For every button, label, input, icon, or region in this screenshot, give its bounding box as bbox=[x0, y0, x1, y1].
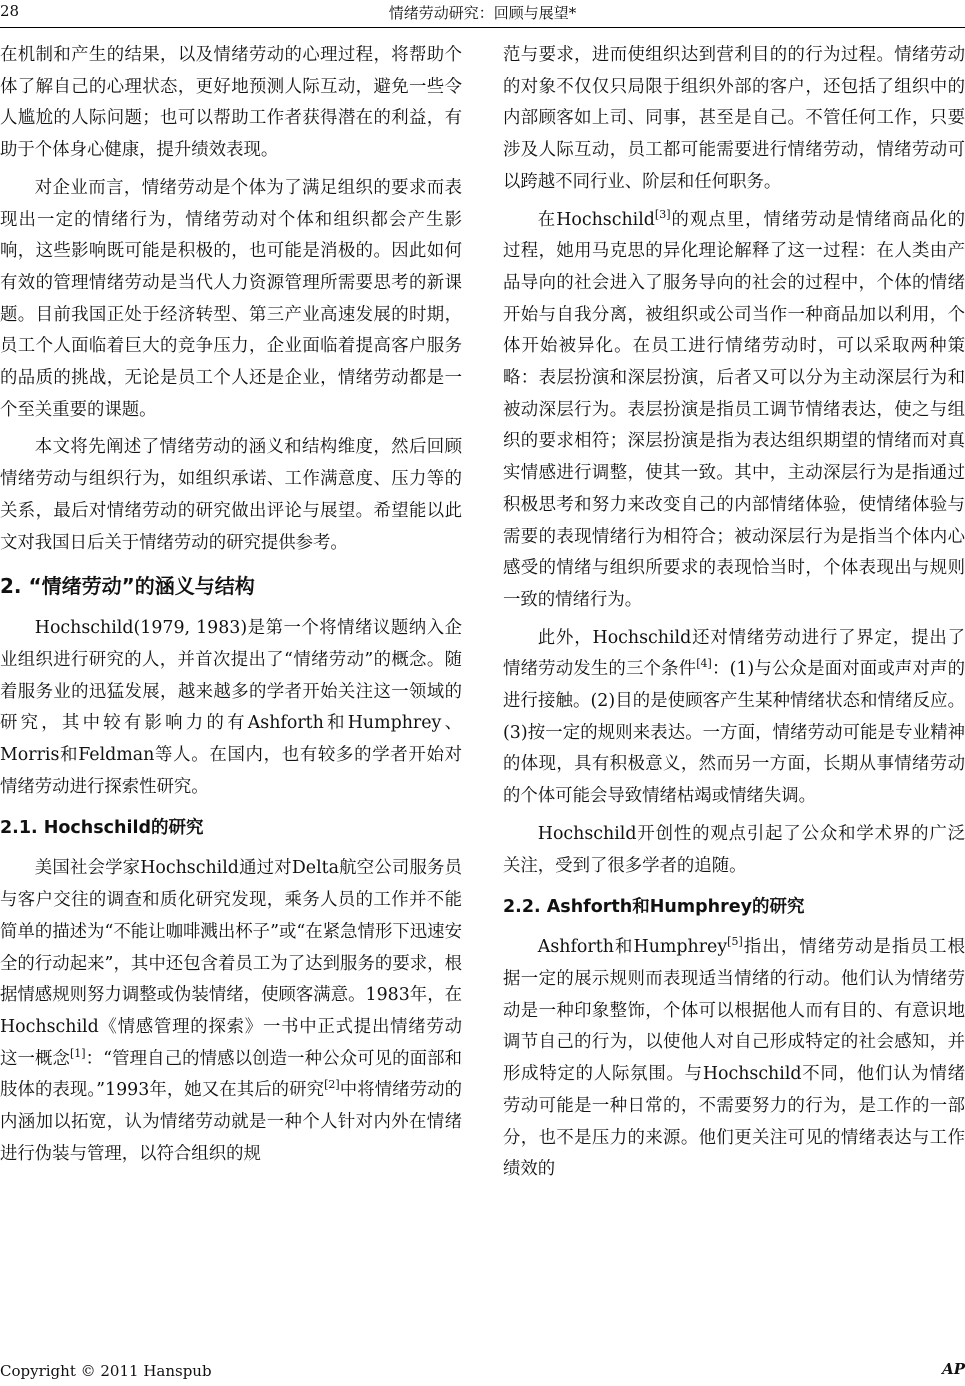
paragraph bbox=[503, 205, 965, 617]
copyright-notice: Copyright © 2011 Hanspub bbox=[0, 1362, 212, 1380]
citation-ref[interactable]: [5] bbox=[727, 935, 743, 949]
text-span: ：“管理自己的情感以创造一种公众可见的面部和肢体的表现。”1993年，她又在其后的研究 bbox=[0, 1048, 462, 1101]
citation-ref[interactable]: [3] bbox=[654, 207, 671, 221]
subsection-heading: 2.1. Hochschild的研究 bbox=[0, 818, 204, 839]
subsection-heading: 2.2. Ashforth和Humphrey的研究 bbox=[503, 897, 805, 918]
paragraph: Hochschild开创性的观点引起了公众和学术界的广泛关注，受到了很多学者的追随。 bbox=[503, 823, 965, 876]
page-footer bbox=[0, 1358, 965, 1386]
citation-ref[interactable]: [2] bbox=[324, 1078, 340, 1092]
text-span: 此外，Hochschild还对情绪劳动进行了界定，提出了情绪劳动发生的三个条件 bbox=[503, 627, 965, 680]
paragraph bbox=[0, 853, 462, 1170]
journal-abbreviation: AP bbox=[942, 1360, 965, 1378]
page-number: 28 bbox=[0, 2, 20, 20]
citation-ref[interactable]: [4] bbox=[696, 657, 712, 671]
paragraph: 范与要求，进而使组织达到营利目的的行为过程。情绪劳动的对象不仅仅只局限于组织外部的客户，还包括了组织中的内部顾客如上司、同事，甚至是自己。不管任何工作，只要涉及人际互动，员工都可能需要进行情绪劳动，情绪劳动可以跨越不同行业、阶层和任何职务。 bbox=[503, 45, 965, 192]
paragraph: Hochschild(1979, 1983)是第一个将情绪议题纳入企业组织进行研究的人，并首次提出了“情绪劳动”的概念。随着服务业的迅猛发展，越来越多的学者开始关注这一领域的研究，其中较有影响力的有Ashforth和Humphrey、Morris和Feldman等人。在国内，也有较多的学者开始对情绪劳动进行探索性研究。 bbox=[0, 618, 462, 797]
citation-ref[interactable]: [1] bbox=[69, 1046, 86, 1060]
text-span: 中将情绪劳动的内涵加以拓宽，认为情绪劳动就是一种个人针对内外在情绪进行伪装与管理，以符合组织的规 bbox=[0, 1080, 462, 1164]
running-title: 情绪劳动研究：回顾与展望* bbox=[388, 4, 577, 22]
paragraph: 在机制和产生的结果，以及情绪劳动的心理过程，将帮助个体了解自己的心理状态，更好地预测人际互动，避免一些令人尴尬的人际问题；也可以帮助工作者获得潜在的利益，有助于个体身心健康，提升绩效表现。 bbox=[0, 45, 462, 161]
left-column bbox=[0, 40, 462, 1335]
paragraph bbox=[503, 932, 965, 1186]
paragraph: 对企业而言，情绪劳动是个体为了满足组织的要求而表现出一定的情绪行为，情绪劳动对个体和组织都会产生影响，这些影响既可能是积极的，也可能是消极的。因此如何有效的管理情绪劳动是当代人力资源管理所需要思考的新课题。目前我国正处于经济转型、第三产业高速发展的时期，员工个人面临着巨大的竞争压力，企业面临着提高客户服务的品质的挑战，无论是员工个人还是企业，情绪劳动都是一个至关重要的课题。 bbox=[0, 177, 462, 420]
text-span: Ashforth和Humphrey bbox=[537, 937, 728, 958]
paragraph: 本文将先阐述了情绪劳动的涵义和结构维度，然后回顾情绪劳动与组织行为，如组织承诺、工作满意度、压力等的关系，最后对情绪劳动的研究做出评论与展望。希望能以此文对我国日后关于情绪劳动的研究提供参考。 bbox=[0, 437, 462, 553]
header-rule bbox=[0, 27, 965, 28]
text-span: ：(1)与公众是面对面或声对声的进行接触。(2)目的是使顾客产生某种情绪状态和情绪反应。(3)按一定的规则来表达。一方面，情绪劳动可能是专业精神的体现，具有积极意义，然而另一方面，长期从事情绪劳动的个体可能会导致情绪枯竭或情绪失调。 bbox=[503, 659, 965, 807]
text-span: 的观点里，情绪劳动是情绪商品化的过程，她用马克思的异化理论解释了这一过程：在人类由产品导向的社会进入了服务导向的社会的过程中，个体的情绪开始与自我分离，被组织或公司当作一种商品加以利用，个体开始被异化。在员工进行情绪劳动时，可以采取两种策略：表层扮演和深层扮演，后者又可以分为主动深层行为和被动深层行为。表层扮演是指员工调节情绪表达，使之与组织的要求相符；深层扮演是指为表达组织期望的情绪而对真实情感进行调整，使其一致。其中，主动深层行为是指通过积极思考和努力来改变自己的内部情绪体验，使情绪体验与需要的表现情绪行为相符合；被动深层行为是指当个体内心感受的情绪与组织所要求的表现恰当时，个体表现出与规则一致的情绪行为。 bbox=[503, 209, 965, 610]
page-header bbox=[0, 0, 965, 30]
section-heading: 2. “情绪劳动”的涵义与结构 bbox=[0, 574, 255, 599]
paragraph bbox=[503, 623, 965, 813]
text-span: 在Hochschild bbox=[537, 209, 655, 230]
right-column bbox=[503, 40, 965, 1335]
text-span: 指出，情绪劳动是指员工根据一定的展示规则而表现适当情绪的行动。他们认为情绪劳动是一种印象整饰，个体可以根据他人而有目的、有意识地调节自己的行为，以使他人对自己形成特定的社会感知，并形成特定的人际氛围。与Hochschild不同，他们认为情绪劳动可能是一种日常的，不需要努力的行为，是工作的一部分，也不是压力的来源。他们更关注可见的情绪表达与工作绩效的 bbox=[503, 937, 965, 1180]
text-span: 美国社会学家Hochschild通过对Delta航空公司服务员与客户交往的调查和质化研究发现，乘务人员的工作并不能简单的描述为“不能让咖啡溅出杯子”或“在紧急情形下迅速安全的行动起来”，其中还包含着员工为了达到服务的要求，根据情感规则努力调整或伪装情绪，使顾客满意。1983年，在Hochschild《情感管理的探索》一书中正式提出情绪劳动这一概念 bbox=[0, 858, 462, 1069]
